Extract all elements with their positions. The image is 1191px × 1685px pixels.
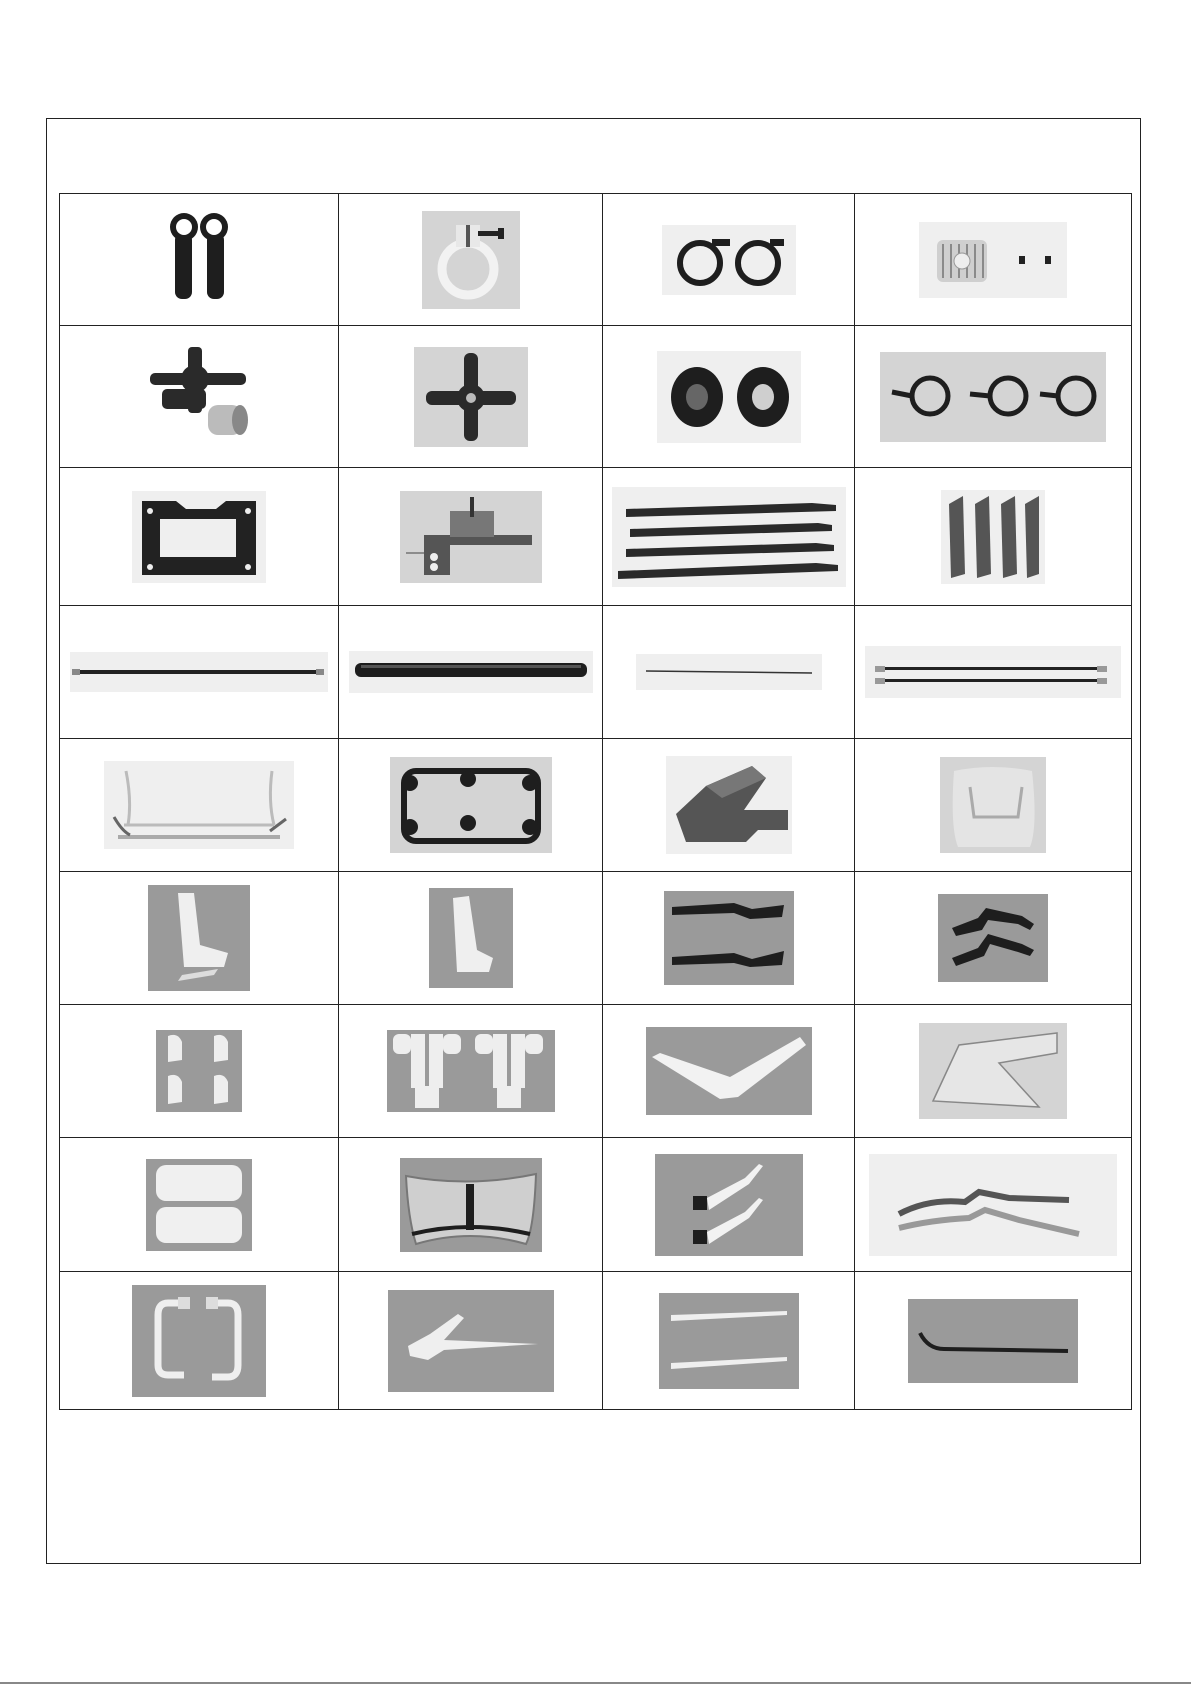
clear-fin-panel-icon bbox=[919, 1023, 1067, 1119]
frame-plate-icon bbox=[132, 491, 266, 583]
curved-tube-pair-icon bbox=[869, 1154, 1117, 1256]
main-rotor-blades-icon bbox=[612, 487, 846, 587]
parts-cell bbox=[603, 1138, 855, 1272]
parts-row bbox=[60, 1138, 1132, 1272]
instrument-console-icon bbox=[666, 756, 792, 854]
ball-link-pair-icon bbox=[151, 211, 247, 309]
white-stabilizer-wing-icon bbox=[646, 1027, 812, 1115]
white-fairing-panels-icon bbox=[146, 1159, 252, 1251]
seat-left-icon bbox=[148, 885, 250, 991]
parts-cell bbox=[603, 1272, 855, 1410]
thin-wire-rod-icon bbox=[636, 654, 822, 690]
parts-cell bbox=[339, 194, 603, 326]
parts-cell bbox=[855, 1272, 1132, 1410]
parts-cell bbox=[339, 606, 603, 739]
parts-row bbox=[60, 1272, 1132, 1410]
black-lever-pair-icon bbox=[664, 891, 794, 985]
parts-cell bbox=[855, 194, 1132, 326]
seat-right-icon bbox=[429, 888, 513, 988]
parts-cell bbox=[603, 1005, 855, 1138]
page-edge-rule bbox=[0, 1682, 1191, 1684]
parts-cell bbox=[339, 872, 603, 1005]
parts-cell bbox=[603, 739, 855, 872]
tail-boom-tube-icon bbox=[349, 651, 593, 693]
one-way-bearing-pair-icon bbox=[657, 351, 801, 443]
cone-spike-mount-icon bbox=[388, 1290, 554, 1392]
parts-row bbox=[60, 606, 1132, 739]
plastic-ring-clamp-pair-icon bbox=[662, 225, 796, 295]
clear-windscreen-icon bbox=[400, 1158, 542, 1252]
landing-gear-frame-icon bbox=[390, 757, 552, 853]
antenna-mount-pair-icon bbox=[655, 1154, 803, 1256]
clear-skid-frame-icon bbox=[104, 761, 294, 849]
parts-cell bbox=[339, 1272, 603, 1410]
ring-guide-set-icon bbox=[880, 352, 1106, 442]
aluminium-clamp-collar-icon bbox=[422, 211, 520, 309]
parts-cell bbox=[339, 468, 603, 606]
parts-row bbox=[60, 739, 1132, 872]
parts-cell bbox=[339, 1005, 603, 1138]
bent-black-rod-icon bbox=[908, 1299, 1078, 1383]
parts-cell bbox=[60, 606, 339, 739]
parts-cell bbox=[855, 1138, 1132, 1272]
parts-cell bbox=[603, 326, 855, 468]
pulley-with-set-screws-icon bbox=[919, 222, 1067, 298]
parts-cell bbox=[60, 1272, 339, 1410]
parts-cell bbox=[60, 326, 339, 468]
parts-row bbox=[60, 468, 1132, 606]
parts-cell bbox=[603, 872, 855, 1005]
parts-cell bbox=[60, 739, 339, 872]
cross-hub-icon bbox=[414, 347, 528, 447]
parts-cell bbox=[60, 872, 339, 1005]
parts-cell bbox=[855, 326, 1132, 468]
parts-row bbox=[60, 1005, 1132, 1138]
parts-cell bbox=[855, 468, 1132, 606]
parts-grid bbox=[59, 193, 1132, 1410]
linkage-rod-pair-icon bbox=[865, 646, 1121, 698]
parts-cell bbox=[60, 1138, 339, 1272]
parts-row bbox=[60, 872, 1132, 1005]
rotor-head-assembly-icon bbox=[136, 343, 262, 451]
seat-back-cover-icon bbox=[940, 757, 1046, 853]
white-clip-pair-icon bbox=[387, 1030, 555, 1112]
parts-cell bbox=[603, 194, 855, 326]
side-frame-assembly-icon bbox=[400, 491, 542, 583]
black-bent-bracket-pair-icon bbox=[938, 894, 1048, 982]
parts-cell bbox=[339, 1138, 603, 1272]
white-handle-frame-icon bbox=[132, 1285, 266, 1397]
parts-row bbox=[60, 326, 1132, 468]
parts-cell bbox=[855, 739, 1132, 872]
parts-cell bbox=[855, 606, 1132, 739]
long-rod-icon bbox=[70, 652, 328, 692]
parts-cell bbox=[60, 1005, 339, 1138]
parts-cell bbox=[339, 739, 603, 872]
parts-cell bbox=[60, 194, 339, 326]
parts-row bbox=[60, 194, 1132, 326]
parts-cell bbox=[339, 326, 603, 468]
tapered-strut-pair-icon bbox=[659, 1293, 799, 1389]
tail-rotor-blades-icon bbox=[941, 490, 1045, 584]
parts-cell bbox=[603, 468, 855, 606]
parts-cell bbox=[855, 872, 1132, 1005]
parts-cell bbox=[603, 606, 855, 739]
parts-cell bbox=[855, 1005, 1132, 1138]
small-bracket-set-icon bbox=[156, 1030, 242, 1112]
parts-cell bbox=[60, 468, 339, 606]
